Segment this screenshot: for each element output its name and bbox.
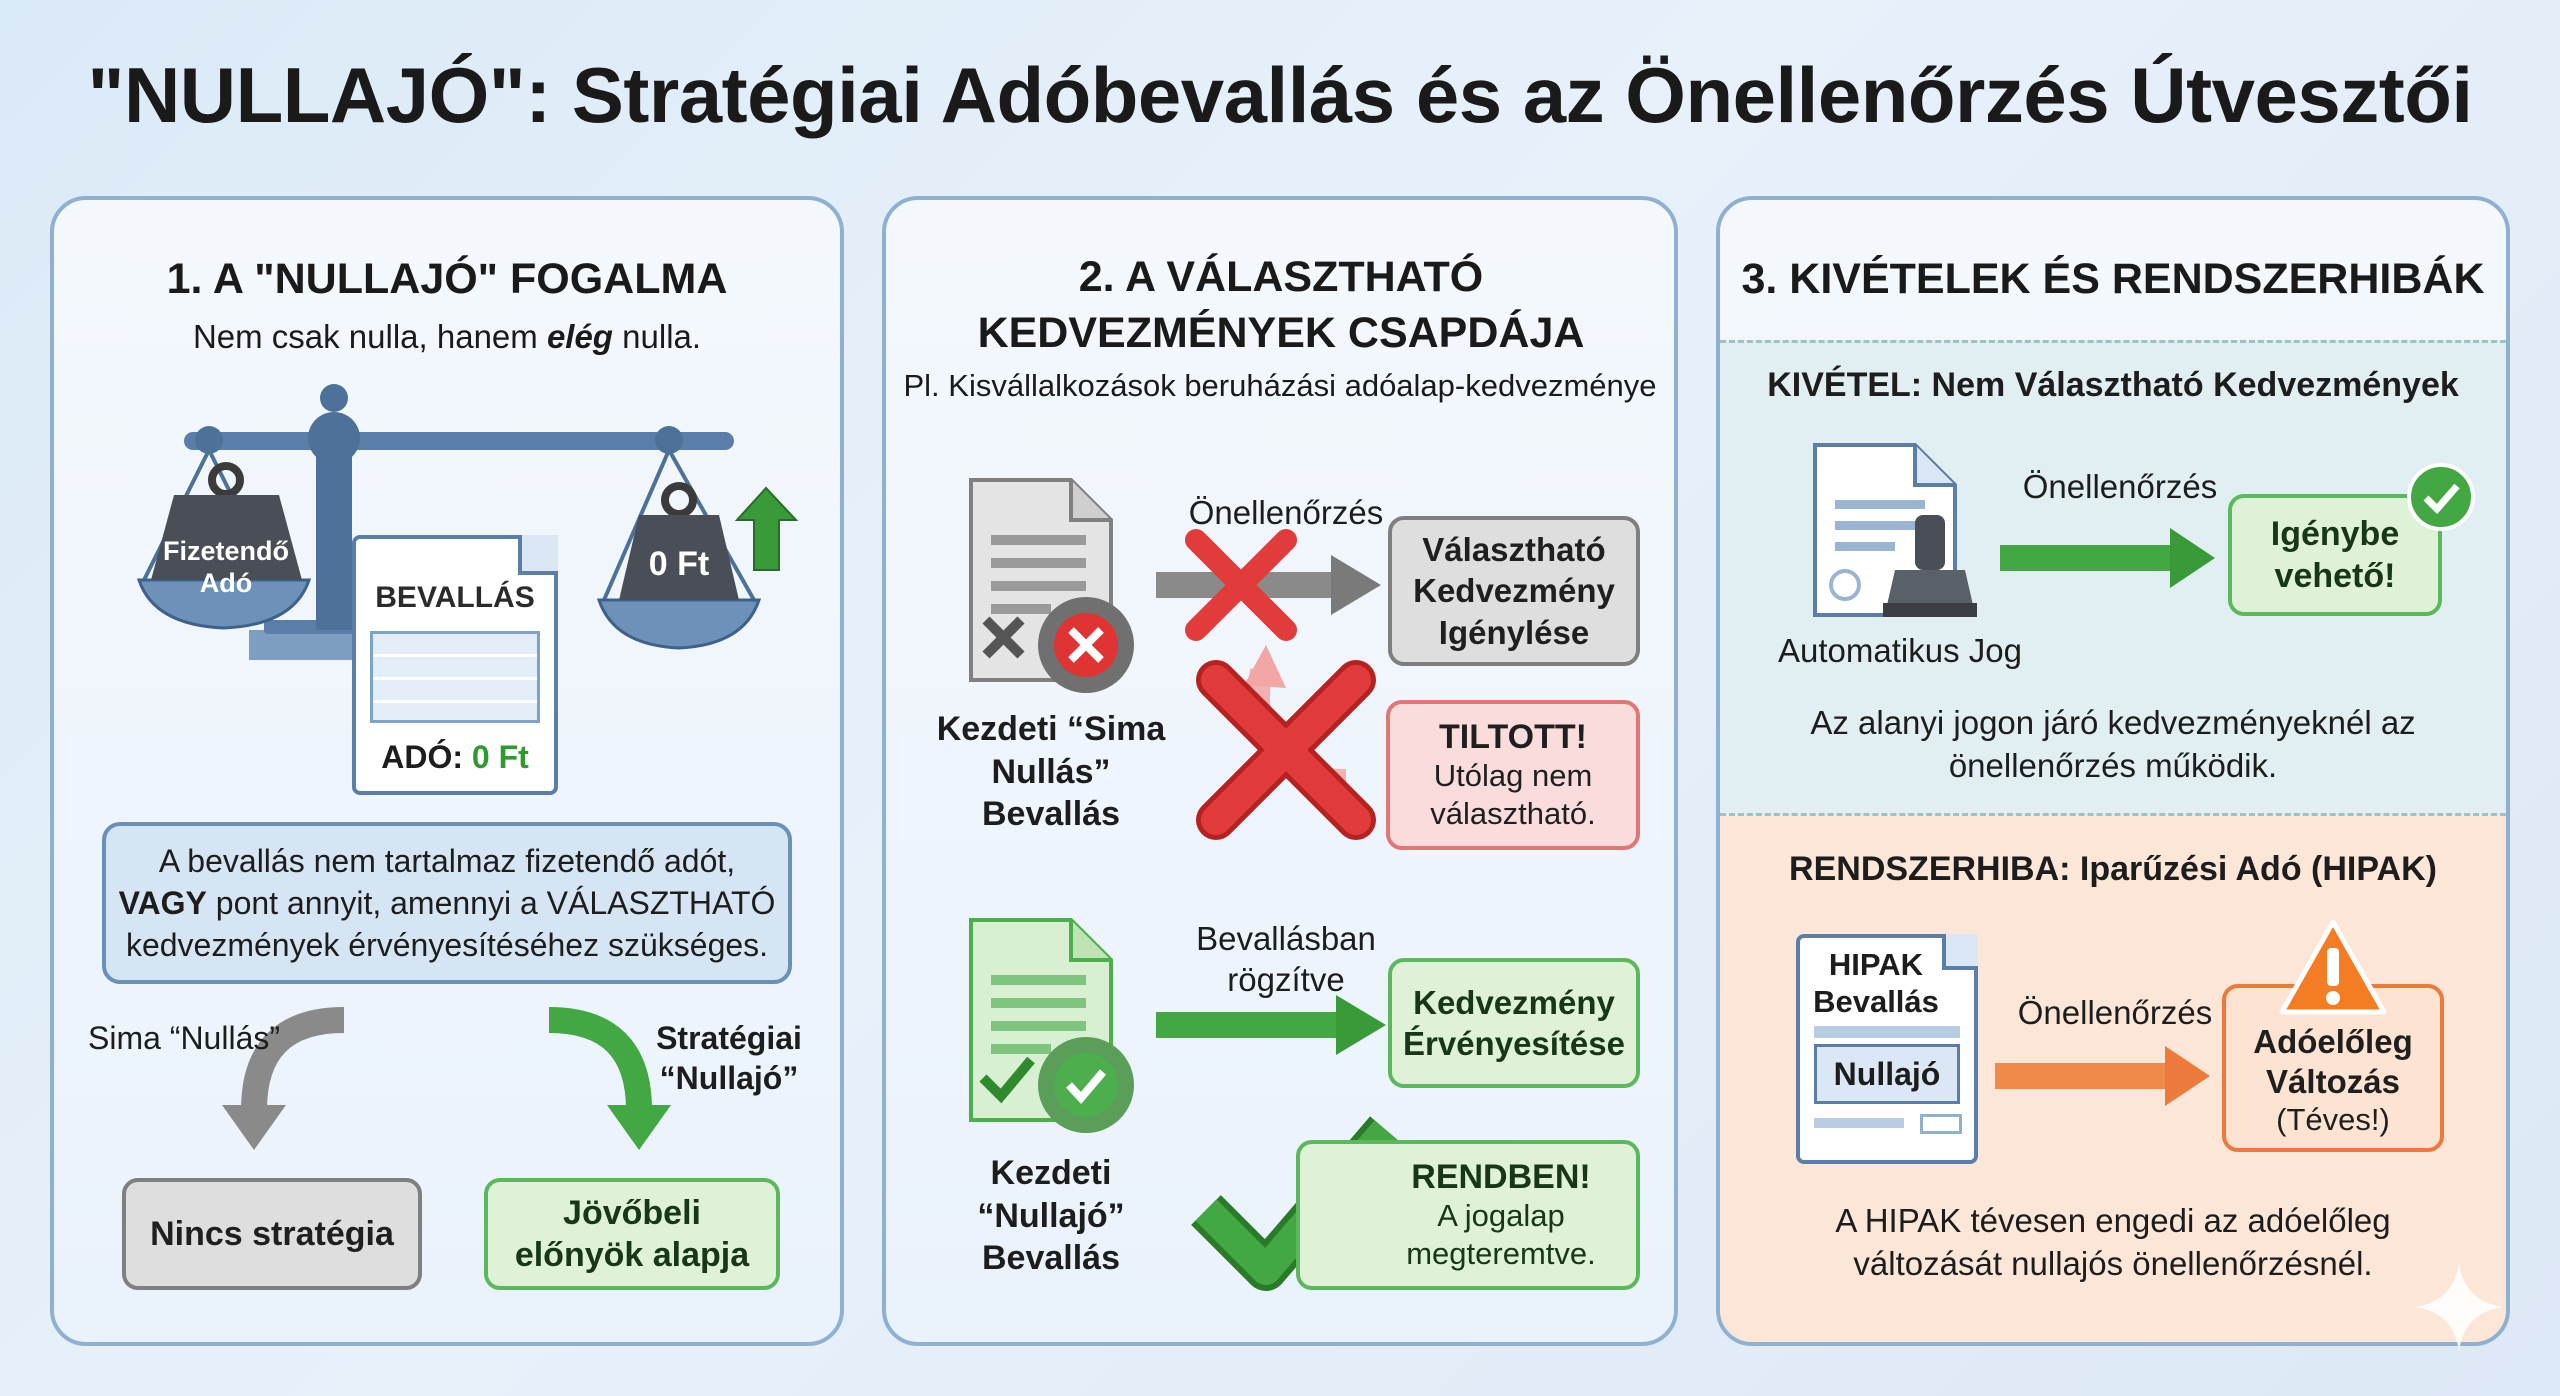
sima-nullas-label: Sima “Nullás” — [87, 1020, 281, 1056]
top-doc-label: Kezdeti “Sima Nullás” Bevallás — [936, 710, 1166, 833]
sparkle-icon — [2414, 1262, 2504, 1352]
advance-change-note: (Téves!) — [2276, 1102, 2390, 1138]
definition-line-1: A bevallás nem tartalmaz fizetendő adót, — [158, 842, 736, 879]
warning-icon — [2278, 918, 2388, 1018]
document-tax-line: ADÓ: 0 Ft — [381, 739, 529, 775]
panel-exceptions-and-bugs — [1716, 196, 2510, 1346]
document-title: BEVALLÁS — [375, 581, 535, 614]
benefit-applied-box: Kedvezmény Érvényesítése — [1388, 958, 1640, 1088]
definition-line-2: VAGY pont annyit, amennyi a VÁLASZTHATÓ — [118, 884, 776, 921]
bug-note: A HIPAK tévesen engedi az adóelőleg változását nullajós önellenőrzésnél. — [1835, 1202, 2391, 1282]
exception-arrow-label: Önellenőrzés — [2022, 468, 2218, 505]
page-title: "NULLAJÓ": Stratégiai Adóbevallás és az Önellenőrzés Útvesztői — [87, 51, 2473, 139]
forbidden-title: TILTOTT! — [1439, 718, 1587, 757]
panel1-heading: 1. A "NULLAJÓ" FOGALMA — [166, 255, 728, 303]
exception-note: Az alanyi jogon járó kedvezményeknél az önellenőrzés működik. — [1810, 704, 2416, 784]
right-weight-label: 0 Ft — [648, 545, 710, 583]
ok-title: RENDBEN! — [1411, 1158, 1591, 1197]
exception-arrow — [2000, 530, 2260, 610]
panel2-heading: 2. A VÁLASZTHATÓ KEDVEZMÉNYEK CSAPDÁJA — [977, 253, 1585, 357]
tax-return-document-icon — [352, 535, 558, 795]
panel-optional-benefits-trap — [882, 196, 1678, 1346]
forbidden-callout — [1386, 700, 1640, 850]
available-box: Igénybe vehető! — [2228, 494, 2442, 616]
bug-title: RENDSZERHIBA: Iparűzési Adó (HIPAK) — [1789, 850, 2437, 888]
top-arrow-label: Önellenőrzés — [1188, 494, 1384, 531]
no-strategy-box: Nincs stratégia — [122, 1178, 422, 1290]
future-benefits-box: Jövőbeli előnyök alapja — [484, 1178, 780, 1290]
rejected-document-icon — [961, 480, 1161, 710]
success-arrow — [1156, 1000, 1416, 1080]
bug-arrow-label: Önellenőrzés — [2017, 994, 2213, 1031]
check-badge-icon — [2406, 462, 2476, 532]
ok-text: A jogalap megteremtve. — [1406, 1198, 1596, 1271]
left-weight-label: Fizetendő Adó — [163, 536, 289, 599]
hipak-doc-value: Nullajó — [1814, 1044, 1960, 1104]
approved-document-icon — [961, 920, 1161, 1150]
advance-change-label: Adóelőleg Változás — [2253, 1022, 2413, 1100]
optional-benefit-claim-box: Választható Kedvezmény Igénylése — [1388, 516, 1640, 666]
document-table-icon — [370, 631, 540, 723]
panel3-heading: 3. KIVÉTELEK ÉS RENDSZERHIBÁK — [1741, 255, 2485, 303]
definition-line-3: kedvezmények érvényesítéséhez szükséges. — [125, 927, 769, 964]
bug-arrow — [1995, 1048, 2255, 1128]
forbidden-text: Utólag nem választható. — [1430, 758, 1596, 831]
panel1-subtitle: Nem csak nulla, hanem elég nulla. — [192, 318, 702, 355]
ok-callout — [1296, 1140, 1640, 1290]
exception-title: KIVÉTEL: Nem Választható Kedvezmények — [1767, 366, 2459, 404]
hipak-document-icon — [1796, 934, 1978, 1164]
panel2-subtitle: Pl. Kisvállalkozások beruházási adóalap-kedvezménye — [903, 368, 1657, 403]
strategiai-nullajo-label: Stratégiai “Nullajó” — [656, 1020, 802, 1096]
panel-nullajo-concept — [50, 196, 844, 1346]
bottom-doc-label: Kezdeti “Nullajó” Bevallás — [977, 1154, 1125, 1277]
bottom-arrow-label: Bevallásban rögzítve — [1196, 920, 1376, 999]
exception-doc-label: Automatikus Jog — [1778, 632, 2022, 669]
hipak-doc-title: HIPAK Bevallás — [1813, 947, 1939, 1020]
definition-box — [102, 822, 792, 984]
